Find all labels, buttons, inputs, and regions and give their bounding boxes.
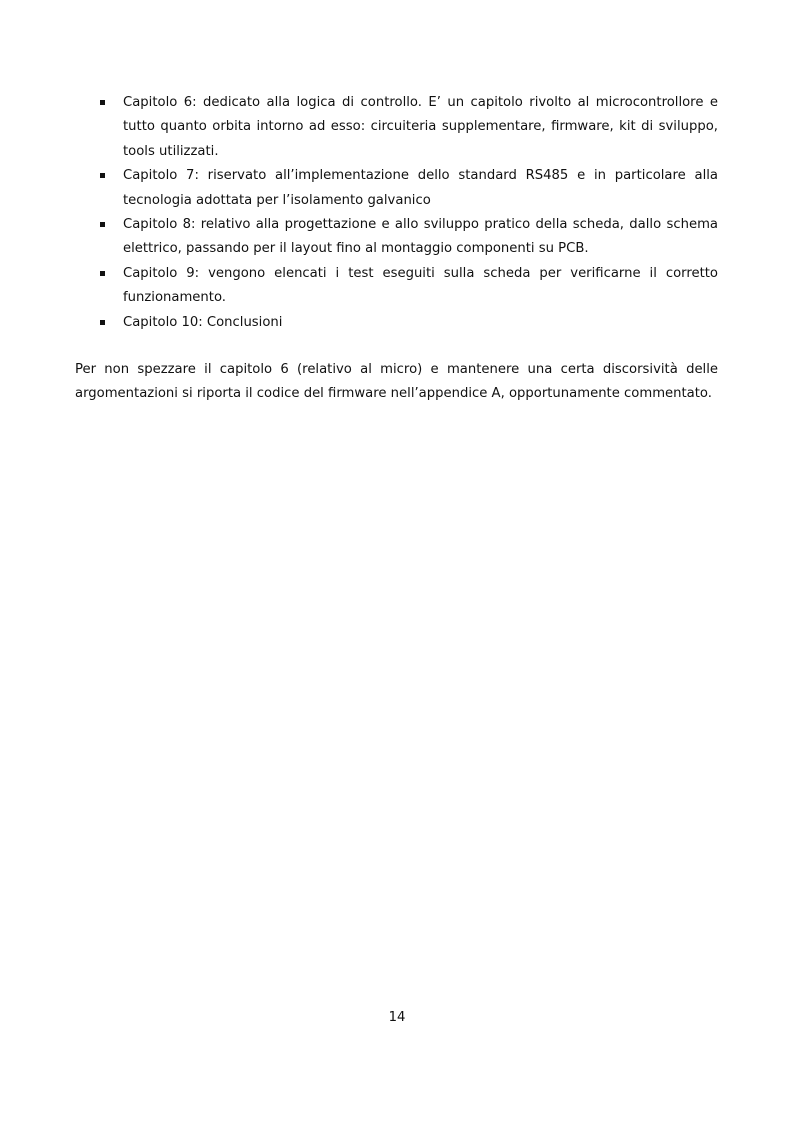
square-bullet-icon xyxy=(100,222,105,227)
list-item-text: Capitolo 6: dedicato alla logica di controllo. E’ un capitolo rivolto al microcontrollore e tutto quanto orbita intorno ad esso: circuiteria supplementare, firmware, kit di sviluppo, tools utilizzati. xyxy=(123,95,718,159)
chapter-bullet-list xyxy=(75,91,718,335)
square-bullet-icon xyxy=(100,320,105,325)
list-item xyxy=(75,262,718,311)
square-bullet-icon xyxy=(100,271,105,276)
page-number: 14 xyxy=(388,1010,406,1025)
list-item xyxy=(75,213,718,262)
body-paragraph: Per non spezzare il capitolo 6 (relativo al micro) e mantenere una certa discorsività delle argomentazioni si riporta il codice del firmware nell’appendice A, opportunamente commentato. xyxy=(75,362,718,402)
list-item-text: Capitolo 9: vengono elencati i test eseguiti sulla scheda per verificarne il corretto funzionamento. xyxy=(123,265,718,306)
list-item xyxy=(75,91,718,164)
list-item-text: Capitolo 7: riservato all’implementazione dello standard RS485 e in particolare alla tecnologia adottata per l’isolamento galvanico xyxy=(123,168,718,208)
list-item xyxy=(75,164,718,213)
square-bullet-icon xyxy=(100,100,105,105)
list-item-text: Capitolo 10: Conclusioni xyxy=(123,314,283,330)
square-bullet-icon xyxy=(100,173,105,178)
list-item xyxy=(75,311,718,335)
list-item-text: Capitolo 8: relativo alla progettazione e allo sviluppo pratico della scheda, dallo schema elettrico, passando per il layout fino al montaggio componenti su PCB. xyxy=(123,217,718,257)
